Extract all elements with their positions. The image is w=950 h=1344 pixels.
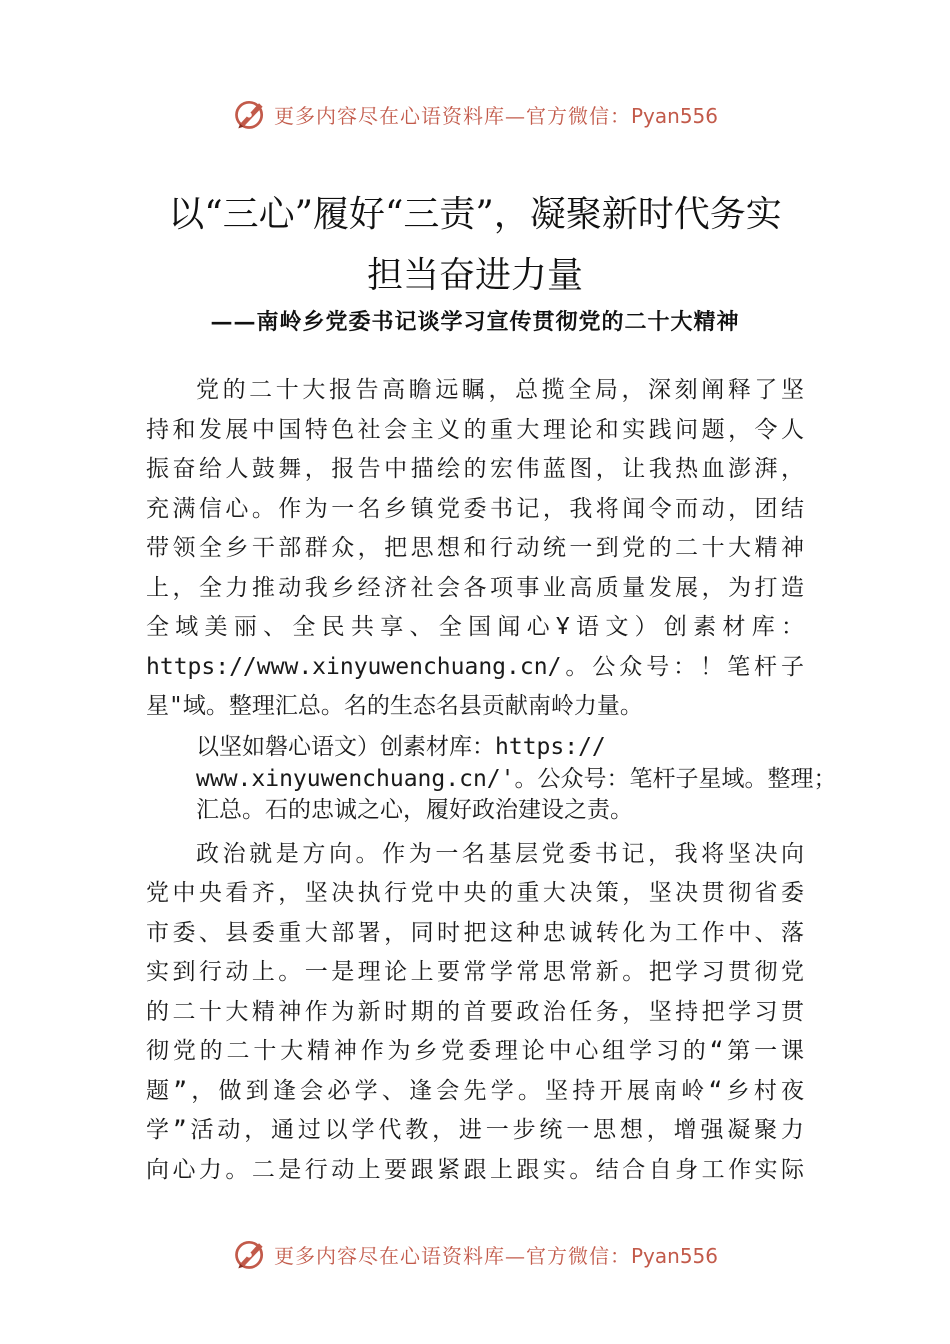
body-line: 星"域。整理汇总。名的生态名县贡献南岭力量。 <box>146 693 643 719</box>
watermark-text: 更多内容尽在心语资料库—官方微信： <box>273 1243 631 1268</box>
pen-logo-icon <box>232 96 268 132</box>
body-line: 党中央看齐，坚决执行党中央的重大决策，坚决贯彻省委 <box>146 880 804 906</box>
body-line: 充满信心。作为一名乡镇党委书记，我将闻令而动，团结 <box>146 496 804 522</box>
article-title-line-1: 以“三心”履好“三责”，凝聚新时代务实 <box>168 194 782 235</box>
body-line: 以坚如磐心语文）创素材库：https:// <box>196 734 606 760</box>
body-line: 市委、县委重大部署，同时把这种忠诚转化为工作中、落 <box>146 920 804 946</box>
body-line: 实到行动上。一是理论上要常学常思常新。把学习贯彻党 <box>146 959 804 985</box>
watermark-wechat-id: Pyan556 <box>630 103 718 128</box>
body-line: 带领全乡干部群众，把思想和行动统一到党的二十大精神 <box>146 535 804 561</box>
body-line: 彻党的二十大精神作为乡党委理论中心组学习的“第一课 <box>146 1038 804 1064</box>
body-line: 持和发展中国特色社会主义的重大理论和实践问题，令人 <box>146 417 804 443</box>
body-line: 政治就是方向。作为一名基层党委书记，我将坚决向 <box>196 841 804 867</box>
article-subtitle: ——南岭乡党委书记谈学习宣传贯彻党的二十大精神 <box>210 309 740 335</box>
body-line: 学”活动，通过以学代教，进一步统一思想，增强凝聚力 <box>146 1117 804 1143</box>
footer-watermark <box>0 1234 950 1274</box>
body-line: 汇总。石的忠诚之心，履好政治建设之责。 <box>196 797 633 823</box>
body-line: www.xinyuwenchuang.cn/'。公众号：笔杆子星域。整理； <box>196 766 837 792</box>
body-line: 题”，做到逢会必学、逢会先学。坚持开展南岭“乡村夜 <box>146 1078 804 1104</box>
article-title-line-2: 担当奋进力量 <box>366 255 583 296</box>
pen-logo-icon <box>232 1236 268 1272</box>
body-line: https://www.xinyuwenchuang.cn/。公众号：！笔杆子 <box>146 654 804 680</box>
body-line: 全域美丽、全民共享、全国闻心Ұ语文）创素材库： <box>146 614 804 640</box>
body-line: 上，全力推动我乡经济社会各项事业高质量发展，为打造 <box>146 575 804 601</box>
watermark-text: 更多内容尽在心语资料库—官方微信： <box>273 103 631 128</box>
body-line: 党的二十大报告高瞻远瞩，总揽全局，深刻阐释了坚 <box>196 377 804 403</box>
body-line: 的二十大精神作为新时期的首要政治任务，坚持把学习贯 <box>146 999 804 1025</box>
header-watermark <box>0 94 950 134</box>
watermark-wechat-id: Pyan556 <box>630 1243 718 1268</box>
body-line: 振奋给人鼓舞，报告中描绘的宏伟蓝图，让我热血澎湃， <box>146 456 804 482</box>
body-line: 向心力。二是行动上要跟紧跟上跟实。结合自身工作实际 <box>146 1157 804 1183</box>
